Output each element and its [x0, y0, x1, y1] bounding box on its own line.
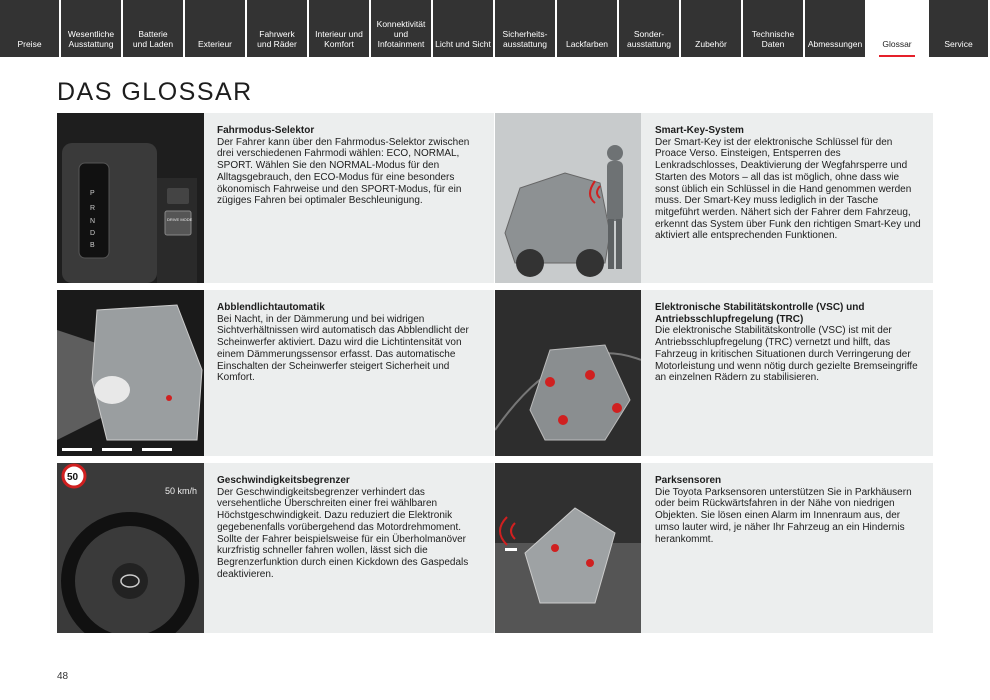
- speed-limiter-illustration: [57, 463, 204, 633]
- entry-text: [217, 125, 484, 207]
- page-number: 48: [57, 671, 69, 682]
- entry-title: Abblendlichtautomatik: [217, 302, 325, 313]
- entry-text: [655, 475, 923, 545]
- stability-control-photo: [495, 290, 641, 456]
- tab-konnektivitaet[interactable]: Konnektivität und Infotainment: [371, 0, 431, 57]
- entry-text: [217, 475, 484, 580]
- entry-description: Der Fahrer kann über den Fahrmodus-Selektor zwischen drei verschiedenen Fahrmodi wählen: ECO, NORMAL, SPORT. Wählen Sie den NORMAL-Modus für den Alltagsgebrauch, den ECO-Modus für eine besonders ökonomisch Fahrweise und den SPORT-Modus, für ein zügiges Fahren bei optimaler Beschleunigung.: [217, 136, 470, 207]
- tab-sonderausstattung[interactable]: Sonder- ausstattung: [619, 0, 679, 57]
- page-title: DAS GLOSSAR: [57, 78, 253, 106]
- entry-text: [655, 302, 923, 384]
- tab-batterie-und-laden[interactable]: Batterie und Laden: [123, 0, 183, 57]
- headlight-photo: [57, 290, 204, 456]
- speed-display-label: 50 km/h: [165, 486, 198, 496]
- tab-preise[interactable]: Preise: [0, 0, 59, 57]
- gear-label-n: N: [90, 218, 96, 225]
- tab-fahrwerk-und-raeder[interactable]: Fahrwerk und Räder: [247, 0, 307, 57]
- tab-abmessungen[interactable]: Abmessungen: [805, 0, 865, 57]
- parking-sensor-photo: [495, 463, 641, 633]
- tab-interieur-und-komfort[interactable]: Interieur und Komfort: [309, 0, 369, 57]
- entry-description: Bei Nacht, in der Dämmerung und bei widrigen Sichtverhältnissen wird automatisch das Abblendlicht der Scheinwerfer aktiviert. Dazu wird die Lichtintensität von einem Dämmerungssensor erfasst. Das automatische Einschalten der Scheinwerfer steigert Sicherheit und Komfort.: [217, 313, 469, 384]
- entry-description: Die Toyota Parksensoren unterstützen Sie in Parkhäusern oder beim Rückwärtsfahren in der Nähe von niedrigen Objekten. Sie lösen einen Alarm im Innenraum aus, der umso lauter wird, je näher Ihr Fahrzeug an ein Hindernis herankommt.: [655, 486, 912, 545]
- top-navigation: [0, 0, 990, 57]
- tab-service[interactable]: Service: [929, 0, 988, 57]
- entry-title: Parksensoren: [655, 475, 722, 486]
- headlight-illustration: [57, 290, 204, 456]
- stability-control-illustration: [495, 290, 641, 456]
- entry-text: [217, 302, 484, 384]
- drive-mode-selector-illustration: [57, 113, 204, 283]
- entry-description: Der Smart-Key ist der elektronische Schlüssel für den Proace Verso. Einsteigen, Entsperren des Lenkradschlosses, Deaktivierung der Wegfahrsperre und Starten des Motors – all das ist möglich, ohne dass wie sonst üblich ein Schlüssel in die Hand genommen werden muss. Der Smart-Key muss lediglich in der Tasche mitgeführt werden. Nähert sich der Fahrer dem Fahrzeug, erkennt das System über Funk den richtigen Smart-Key und aktiviert alle entsprechenden Funktionen.: [655, 136, 921, 242]
- glossary-card-geschwindigkeitsbegrenzer: [57, 463, 494, 633]
- gear-label-r: R: [90, 205, 96, 212]
- gear-label-b: B: [90, 242, 95, 249]
- tab-sicherheitsausstattung[interactable]: Sicherheits- ausstattung: [495, 0, 555, 57]
- drive-mode-selector-photo: [57, 113, 204, 283]
- entry-title: Fahrmodus-Selektor: [217, 125, 315, 136]
- entry-title: Smart-Key-System: [655, 125, 744, 136]
- glossary-card-fahrmodus: [57, 113, 494, 283]
- glossary-card-smart-key: [495, 113, 933, 283]
- glossary-card-abblendlicht: [57, 290, 494, 456]
- tab-exterieur[interactable]: Exterieur: [185, 0, 245, 57]
- gear-label-d: D: [90, 230, 96, 237]
- speed-sign-label: 50: [67, 472, 79, 483]
- tab-technische-daten[interactable]: Technische Daten: [743, 0, 803, 57]
- entry-text: [655, 125, 923, 242]
- entry-description: Der Geschwindigkeitsbegrenzer verhindert das versehentliche Überschreiten einer frei wählbaren Höchstgeschwindigkeit. Dazu reduziert die Elektronik gegebenenfalls vorübergehend das Motordrehmoment. Sollte der Fahrer beispielsweise für ein Überholmanöver kurzfristig schneller fahren wollen, lässt sich die Begrenzerfunktion durch einen Kickdown des Gaspedals deaktivieren.: [217, 486, 469, 580]
- glossary-card-parksensoren: [495, 463, 933, 633]
- drive-mode-button-label: DRIVE MODE: [167, 217, 193, 222]
- tab-lackfarben[interactable]: Lackfarben: [557, 0, 617, 57]
- gear-label-p: P: [90, 190, 95, 197]
- tab-licht-und-sicht[interactable]: Licht und Sicht: [433, 0, 493, 57]
- entry-title: Elektronische Stabilitätskontrolle (VSC) und Antriebsschlupfregelung (TRC): [655, 302, 865, 325]
- smart-key-illustration: [495, 113, 641, 283]
- tab-wesentliche-ausstattung[interactable]: Wesentliche Ausstattung: [61, 0, 121, 57]
- entry-description: Die elektronische Stabilitätskontrolle (VSC) ist mit der Antriebsschlupfregelung (TRC) vernetzt und hilft, das Fahrzeug in kritischen Situationen durch Verringerung der Motorleistung und wenn nötig durch gezielte Bremseingriffe an einzelnen Rädern zu stabilisieren.: [655, 325, 918, 384]
- glossary-card-vsc-trc: [495, 290, 933, 456]
- speed-limiter-photo: [57, 463, 204, 633]
- entry-title: Geschwindigkeitsbegrenzer: [217, 475, 350, 486]
- tab-zubehoer[interactable]: Zubehör: [681, 0, 741, 57]
- parking-sensor-illustration: [495, 463, 641, 633]
- tab-glossar[interactable]: Glossar: [867, 0, 927, 57]
- smart-key-photo: [495, 113, 641, 283]
